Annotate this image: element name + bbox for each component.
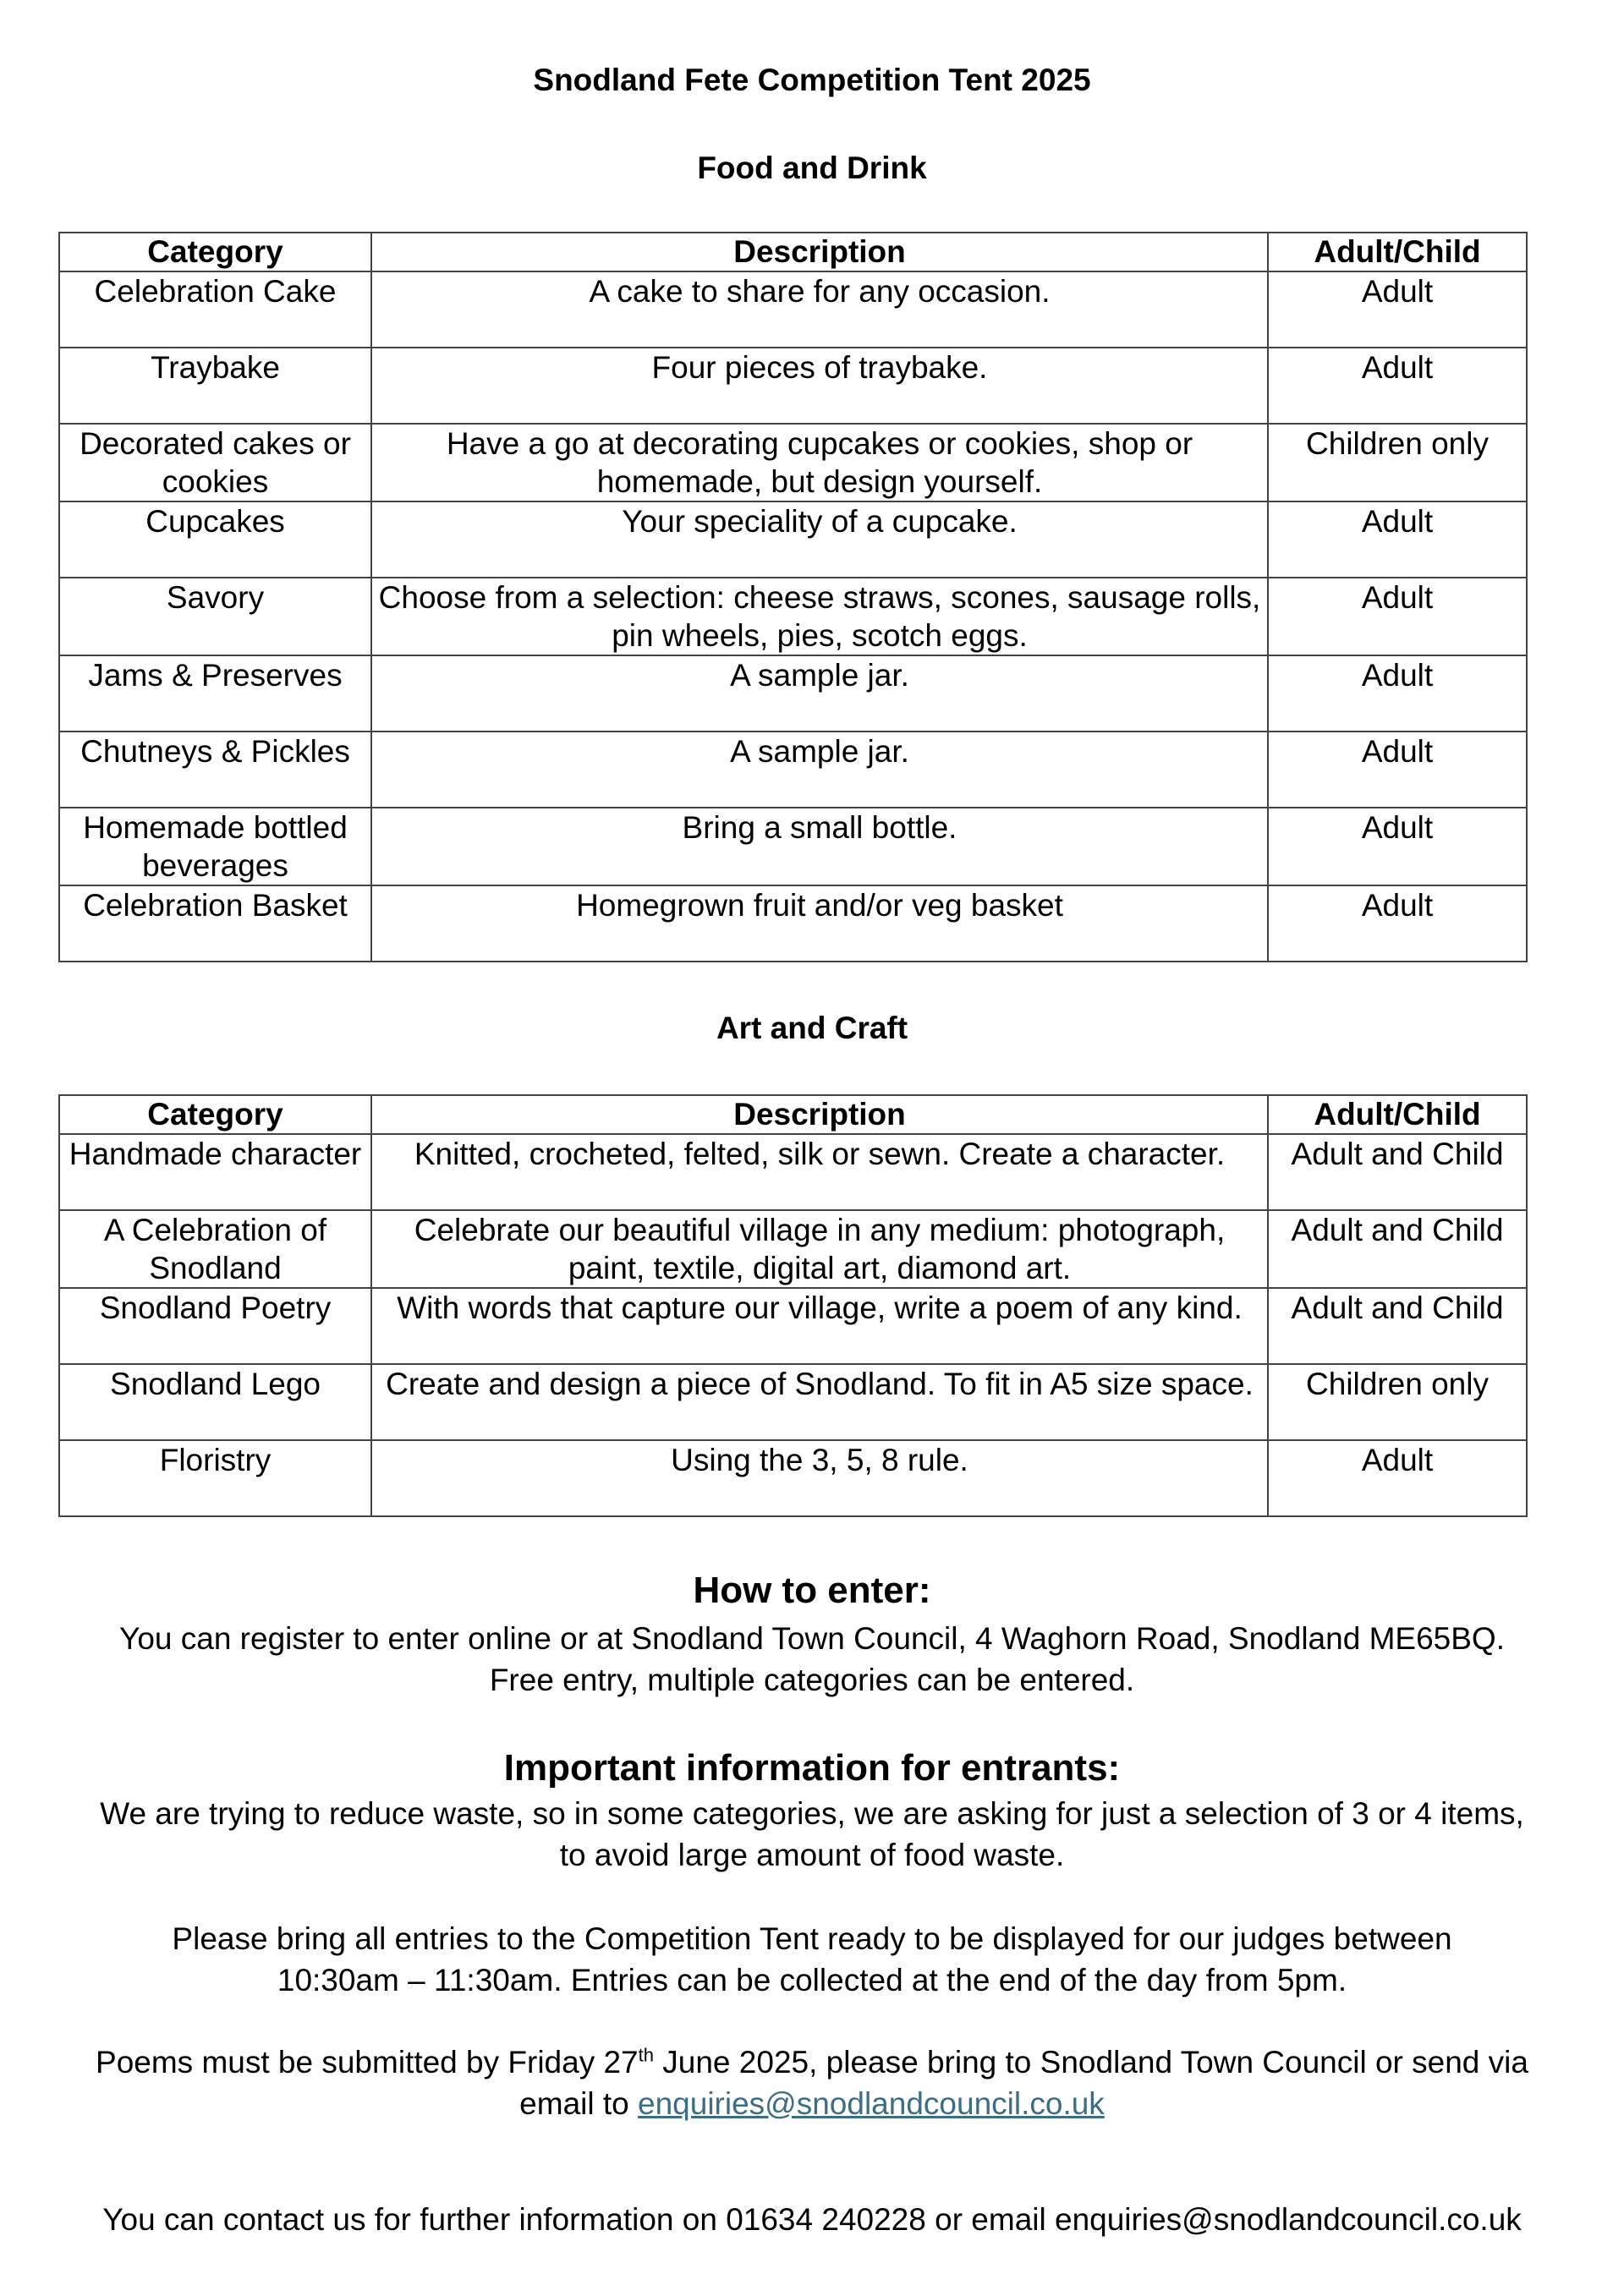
how-to-enter-line-1: You can register to enter online or at Snodland Town Council, 4 Waghorn Road, Snodland ME65BQ. xyxy=(119,1621,1505,1656)
age-cell: Adult xyxy=(1268,501,1527,578)
how-to-enter-line-2: Free entry, multiple categories can be entered. xyxy=(489,1663,1135,1697)
poems-line-2-prefix: email to xyxy=(519,2086,639,2121)
category-cell: Traybake xyxy=(59,348,371,424)
age-cell: Adult xyxy=(1268,578,1527,655)
poems-date-suffix: th xyxy=(638,2044,654,2066)
category-cell: Decorated cakes or cookies xyxy=(59,424,371,501)
description-cell: A sample jar. xyxy=(371,655,1268,732)
age-cell: Adult xyxy=(1268,271,1527,348)
description-cell: Your speciality of a cupcake. xyxy=(371,501,1268,578)
column-header-category: Category xyxy=(59,1095,371,1134)
category-cell: Cupcakes xyxy=(59,501,371,578)
table-row xyxy=(59,1288,1527,1364)
age-cell: Adult xyxy=(1268,348,1527,424)
description-cell: Four pieces of traybake. xyxy=(371,348,1268,424)
age-cell: Adult xyxy=(1268,885,1527,962)
how-to-enter-heading: How to enter: xyxy=(693,1570,931,1611)
description-cell: Create and design a piece of Snodland. To fit in A5 size space. xyxy=(371,1364,1268,1440)
table-row xyxy=(59,1440,1527,1516)
contact-footer: You can contact us for further information on 01634 240228 or email enquiries@snodlandcouncil.co.uk xyxy=(102,2202,1522,2237)
description-cell: Knitted, crocheted, felted, silk or sewn. Create a character. xyxy=(371,1134,1268,1210)
table-row xyxy=(59,655,1527,732)
table-row xyxy=(59,1134,1527,1210)
waste-line-2: to avoid large amount of food waste. xyxy=(559,1838,1065,1872)
waste-line-1: We are trying to reduce waste, so in some categories, we are asking for just a selection of 3 or 4 items, xyxy=(100,1796,1524,1831)
age-cell: Adult and Child xyxy=(1268,1134,1527,1210)
age-cell: Adult xyxy=(1268,655,1527,732)
column-header-category: Category xyxy=(59,233,371,271)
description-cell: A sample jar. xyxy=(371,732,1268,808)
description-cell: Choose from a selection: cheese straws, scones, sausage rolls, pin wheels, pies, scotch eggs. xyxy=(371,578,1268,655)
age-cell: Children only xyxy=(1268,424,1527,501)
category-cell: Handmade character xyxy=(59,1134,371,1210)
category-cell: Jams & Preserves xyxy=(59,655,371,732)
age-cell: Adult and Child xyxy=(1268,1210,1527,1288)
column-header-description: Description xyxy=(371,1095,1268,1134)
table-row xyxy=(59,348,1527,424)
poems-notice xyxy=(34,2041,1590,2124)
category-cell: Floristry xyxy=(59,1440,371,1516)
description-cell: Celebrate our beautiful village in any medium: photograph, paint, textile, digital art, diamond art. xyxy=(371,1210,1268,1288)
table-header-row xyxy=(59,233,1527,271)
description-cell: With words that capture our village, write a poem of any kind. xyxy=(371,1288,1268,1364)
table-row xyxy=(59,732,1527,808)
table-row xyxy=(59,1210,1527,1288)
food-drink-table xyxy=(58,232,1528,962)
table-row xyxy=(59,885,1527,962)
description-cell: A cake to share for any occasion. xyxy=(371,271,1268,348)
age-cell: Adult xyxy=(1268,808,1527,885)
category-cell: Chutneys & Pickles xyxy=(59,732,371,808)
description-cell: Using the 3, 5, 8 rule. xyxy=(371,1440,1268,1516)
category-cell: Celebration Basket xyxy=(59,885,371,962)
description-cell: Bring a small bottle. xyxy=(371,808,1268,885)
age-cell: Adult xyxy=(1268,732,1527,808)
poems-line-1-suffix: June 2025, please bring to Snodland Town Council or send via xyxy=(654,2045,1528,2080)
table-row xyxy=(59,578,1527,655)
table-row xyxy=(59,1364,1527,1440)
email-link[interactable]: enquiries@snodlandcouncil.co.uk xyxy=(638,2086,1105,2121)
age-cell: Adult xyxy=(1268,1440,1527,1516)
delivery-notice xyxy=(34,1918,1590,2001)
table-row xyxy=(59,424,1527,501)
food-drink-heading: Food and Drink xyxy=(697,151,927,185)
waste-notice xyxy=(34,1793,1590,1876)
page-title: Snodland Fete Competition Tent 2025 xyxy=(533,63,1091,97)
category-cell: A Celebration of Snodland xyxy=(59,1210,371,1288)
column-header-adult-child: Adult/Child xyxy=(1268,233,1527,271)
table-header-row xyxy=(59,1095,1527,1134)
column-header-adult-child: Adult/Child xyxy=(1268,1095,1527,1134)
table-row xyxy=(59,271,1527,348)
table-row xyxy=(59,501,1527,578)
age-cell: Adult and Child xyxy=(1268,1288,1527,1364)
category-cell: Savory xyxy=(59,578,371,655)
category-cell: Snodland Poetry xyxy=(59,1288,371,1364)
column-header-description: Description xyxy=(371,233,1268,271)
description-cell: Homegrown fruit and/or veg basket xyxy=(371,885,1268,962)
category-cell: Celebration Cake xyxy=(59,271,371,348)
delivery-line-1: Please bring all entries to the Competition Tent ready to be displayed for our judges between xyxy=(172,1921,1452,1956)
how-to-enter-text xyxy=(34,1618,1590,1701)
description-cell: Have a go at decorating cupcakes or cookies, shop or homemade, but design yourself. xyxy=(371,424,1268,501)
art-craft-heading: Art and Craft xyxy=(716,1011,908,1045)
art-craft-table xyxy=(58,1094,1528,1517)
category-cell: Snodland Lego xyxy=(59,1364,371,1440)
delivery-line-2: 10:30am – 11:30am. Entries can be collected at the end of the day from 5pm. xyxy=(277,1963,1347,1997)
important-info-heading: Important information for entrants: xyxy=(503,1747,1121,1789)
age-cell: Children only xyxy=(1268,1364,1527,1440)
table-row xyxy=(59,808,1527,885)
category-cell: Homemade bottled beverages xyxy=(59,808,371,885)
poems-line-1-prefix: Poems must be submitted by Friday 27 xyxy=(96,2045,639,2080)
